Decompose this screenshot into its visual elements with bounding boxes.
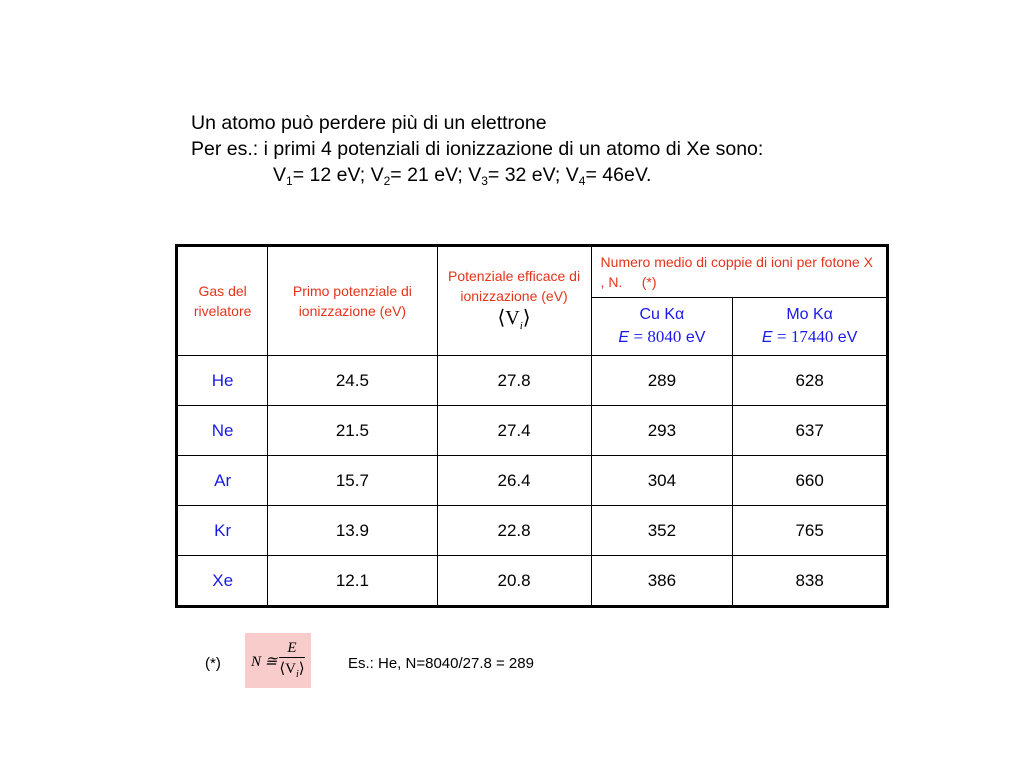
formula-box [245,633,311,688]
formula-fraction [278,639,306,686]
cell-cu: 293 [591,406,733,456]
cell-gas: He [177,356,268,406]
cell-primo: 21.5 [268,406,437,456]
header-gas: Gas del rivelatore [177,246,268,356]
formula-denominator: $⟨V_i⟩$ [279,661,305,680]
cell-mo: 637 [733,406,888,456]
formula-numerator: E [287,640,297,656]
table-row [177,356,888,406]
cell-mo: 765 [733,506,888,556]
cell-mo: 660 [733,456,888,506]
cell-gas: Xe [177,556,268,607]
cell-primo: 24.5 [268,356,437,406]
header-primo: Primo potenziale di ionizzazione (eV) [268,246,437,356]
cell-efficace: 27.4 [437,406,591,456]
footnote-mark: (*) [205,655,221,672]
header-cu: Cu Kα E = 8040 eV [591,298,733,356]
cell-gas: Ne [177,406,268,456]
ionization-table [175,244,889,608]
cell-gas: Ar [177,456,268,506]
cell-primo: 15.7 [268,456,437,506]
header-numero: Numero medio di coppie di ioni per fotone X , N. (*) [591,246,887,298]
header-mo: Mo Kα E = 17440 eV [733,298,888,356]
cell-mo: 628 [733,356,888,406]
cell-mo: 838 [733,556,888,607]
cell-efficace: 22.8 [437,506,591,556]
potential-v2: $V_2= 21$ eV; [370,164,469,188]
cell-efficace: 26.4 [437,456,591,506]
cell-cu: 386 [591,556,733,607]
cell-gas: Kr [177,506,268,556]
intro-line-1: Un atomo può perdere più di un elettrone [191,112,547,134]
efficace-symbol: $⟨V_i⟩$ [497,307,531,332]
cell-primo: 12.1 [268,556,437,607]
intro-potentials [191,162,763,188]
intro-line-2: Per es.: i primi 4 potenziali di ionizzazione di un atomo di Xe sono: [191,138,764,160]
potential-v4: $V_4= 46eV$. [565,164,652,188]
table-row [177,456,888,506]
potential-v1: $V_1= 12$ eV; [273,164,371,188]
potential-v3: $V_3= 32$ eV; [468,164,566,188]
cell-primo: 13.9 [268,506,437,556]
cell-cu: 352 [591,506,733,556]
formula-lhs: N ≅ [251,654,278,670]
example-text: Es.: He, N=8040/27.8 = 289 [348,655,534,672]
intro-text [191,110,763,188]
cell-cu: 304 [591,456,733,506]
header-efficace: Potenziale efficace di ionizzazione (eV) $⟨V_i⟩$ [437,246,591,356]
table-row [177,506,888,556]
table-row [177,556,888,607]
cell-cu: 289 [591,356,733,406]
cell-efficace: 27.8 [437,356,591,406]
cell-efficace: 20.8 [437,556,591,607]
table-row [177,406,888,456]
